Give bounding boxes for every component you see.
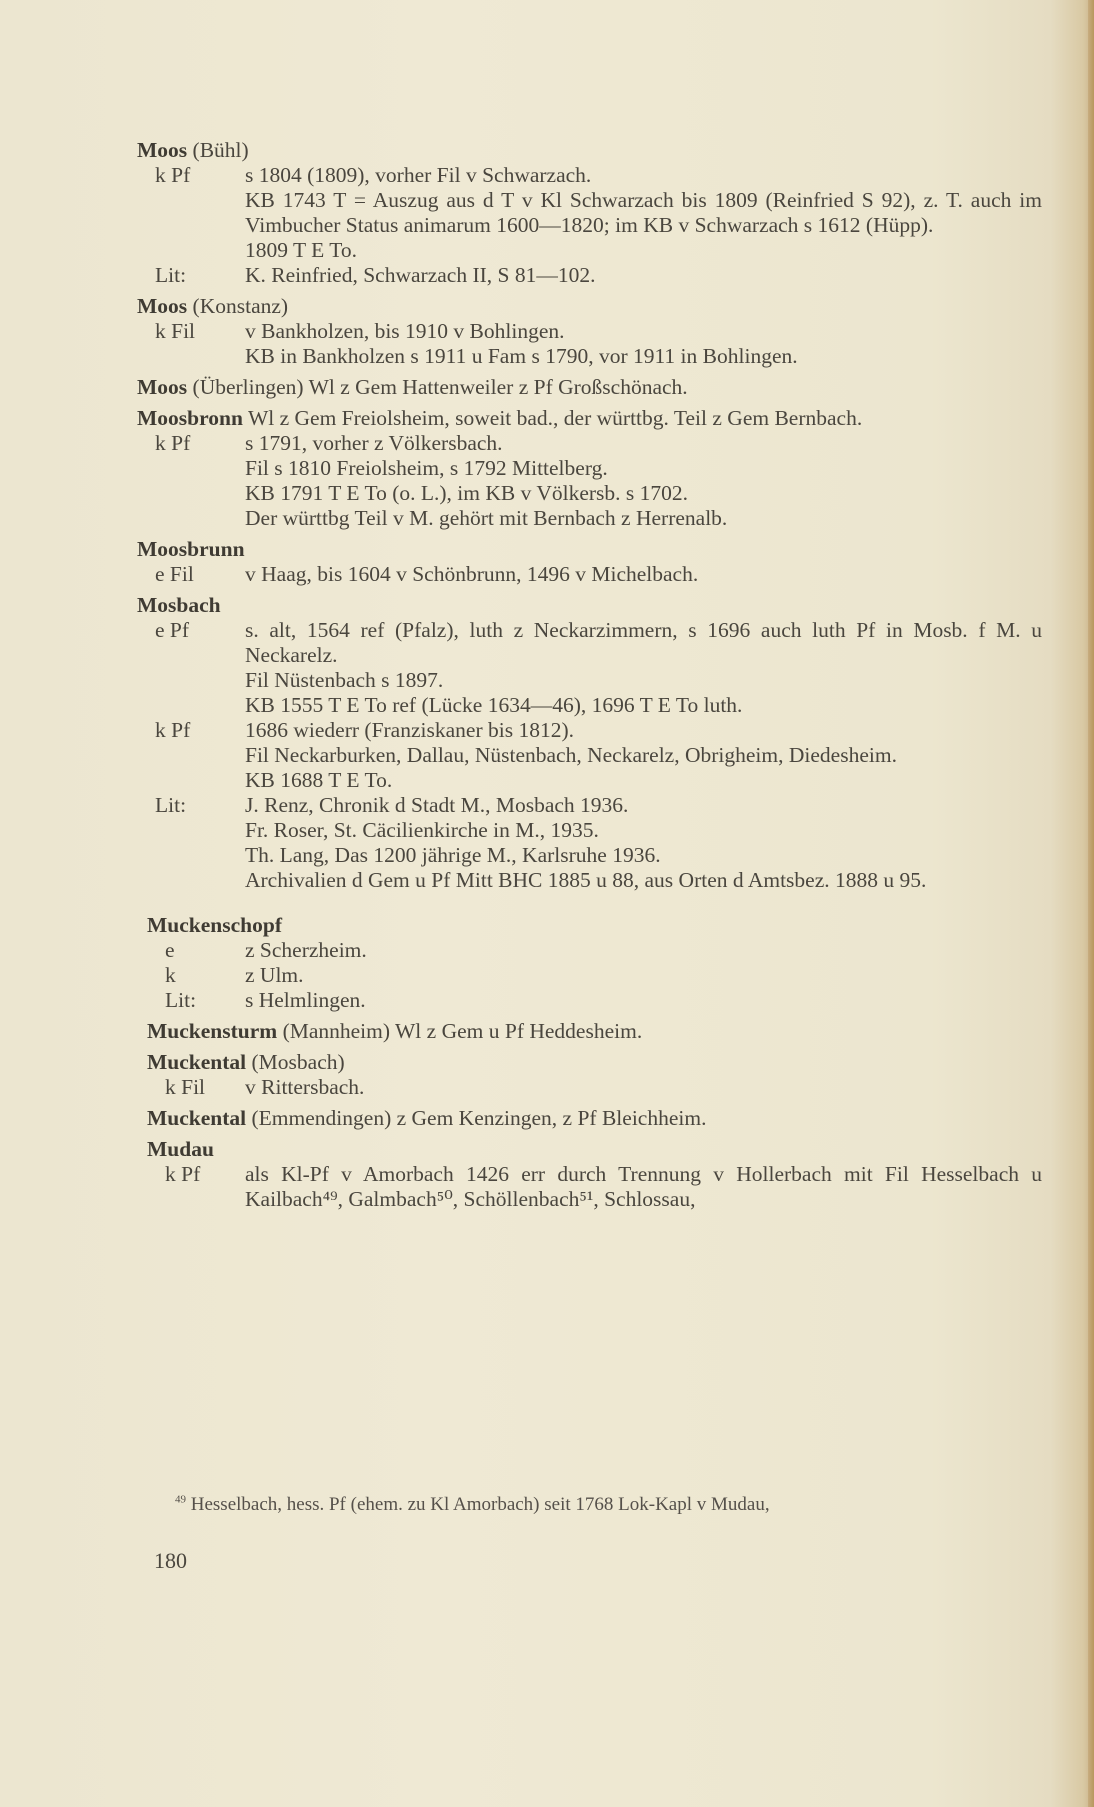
text-line: v Haag, bis 1604 v Schönbrunn, 1496 v Michelbach. [245, 562, 699, 586]
gazetteer-body [137, 138, 1042, 1218]
entry-row [137, 562, 1042, 587]
entry-heading [137, 375, 1042, 400]
footnote-text: Hesselbach, hess. Pf (ehem. zu Kl Amorbach) seit 1768 Lok-Kapl v Mudau, [190, 1494, 770, 1515]
row-text [245, 718, 1042, 793]
row-text [245, 319, 1042, 369]
entry-muckental-mosbach [137, 1050, 1042, 1100]
row-label: Lit: [155, 263, 187, 287]
page-edge [1088, 0, 1094, 1807]
entry-headword: Moos [137, 375, 188, 399]
row-text [245, 431, 1042, 531]
entry-heading [137, 593, 1042, 618]
text-line: s 1804 (1809), vorher Fil v Schwarzach. [245, 163, 592, 187]
row-label: k Pf [165, 1162, 201, 1186]
row-text [245, 163, 1042, 263]
entry-row [147, 988, 1042, 1013]
row-text [245, 1162, 1042, 1212]
page-number: 180 [154, 1548, 187, 1573]
entry-heading [137, 537, 1042, 562]
text-line: Th. Lang, Das 1200 jährige M., Karlsruhe 1936. [245, 843, 661, 867]
entry-heading [147, 1050, 1042, 1075]
entry-row [137, 431, 1042, 531]
text-line: Fr. Roser, St. Cäcilienkirche in M., 1935. [245, 818, 599, 842]
text-line: Archivalien d Gem u Pf Mitt BHC 1885 u 88, aus Orten d Amtsbez. 1888 u 95. [245, 868, 927, 892]
entry-row [137, 618, 1042, 718]
entry-headword: Mudau [147, 1137, 214, 1161]
text-line: z Scherzheim. [245, 938, 367, 962]
entry-row [137, 319, 1042, 369]
text-line: KB in Bankholzen s 1911 u Fam s 1790, vor 1911 in Bohlingen. [245, 344, 798, 368]
text-line: v Rittersbach. [245, 1075, 365, 1099]
entry-row [137, 718, 1042, 793]
entry-headword: Muckental [147, 1106, 247, 1130]
row-label: k Fil [165, 1075, 206, 1099]
text-line: s. alt, 1564 ref (Pfalz), luth z Neckarzimmern, s 1696 auch luth Pf in Mosb. f M. u Neckarelz. [245, 618, 1042, 667]
text-line: z Ulm. [245, 963, 304, 987]
row-label: Lit: [165, 988, 197, 1012]
entry-heading [137, 138, 1042, 163]
entry-row [147, 938, 1042, 963]
entry-headword: Muckensturm [147, 1019, 278, 1043]
entry-qualifier: (Mosbach) [251, 1050, 345, 1074]
entry-row [147, 1075, 1042, 1100]
row-text [245, 263, 1042, 288]
entry-qualifier: (Mannheim) Wl z Gem u Pf Heddesheim. [282, 1019, 643, 1043]
row-label: k Pf [155, 163, 191, 187]
text-line: v Bankholzen, bis 1910 v Bohlingen. [245, 319, 565, 343]
row-label: k [165, 963, 176, 987]
row-label: k Pf [155, 431, 191, 455]
text-line: J. Renz, Chronik d Stadt M., Mosbach 1936. [245, 793, 629, 817]
row-label: k Fil [155, 319, 196, 343]
entry-moos-konstanz [137, 294, 1042, 369]
entry-heading [137, 406, 1042, 431]
entry-heading [147, 1106, 1042, 1131]
entry-heading [147, 1137, 1042, 1162]
row-text [245, 793, 1042, 893]
text-line: KB 1743 T = Auszug aus d T v Kl Schwarzach bis 1809 (Reinfried S 92), z. T. auch im Vimbucher Status animarum 1600—1820; im KB v Schwarzach s 1612 (Hüpp). [245, 188, 1042, 237]
entry-moos-ueberlingen [137, 375, 1042, 400]
entry-muckenschopf [137, 913, 1042, 1013]
footnote [175, 1493, 1055, 1517]
text-line: Fil Nüstenbach s 1897. [245, 668, 444, 692]
entry-headword: Muckenschopf [147, 913, 282, 937]
entry-heading [147, 913, 1042, 938]
text-line: KB 1791 T E To (o. L.), im KB v Völkersb. s 1702. [245, 481, 689, 505]
entry-qualifier: Wl z Gem Freiolsheim, soweit bad., der württbg. Teil z Gem Bernbach. [247, 406, 863, 430]
entry-moos-buehl [137, 138, 1042, 288]
entry-row [147, 963, 1042, 988]
footnote-marker: 49 [175, 1493, 186, 1506]
entry-headword: Muckental [147, 1050, 247, 1074]
row-label: e Pf [155, 618, 190, 642]
row-text [245, 1075, 1042, 1100]
entry-headword: Moosbrunn [137, 537, 245, 561]
entry-headword: Moos [137, 138, 188, 162]
row-text [245, 988, 1042, 1013]
entry-row [137, 163, 1042, 263]
entry-mosbach [137, 593, 1042, 893]
entry-headword: Moosbronn [137, 406, 243, 430]
text-line: Fil Neckarburken, Dallau, Nüstenbach, Neckarelz, Obrigheim, Diedesheim. [245, 743, 897, 767]
spacer [137, 899, 1042, 913]
row-text [245, 562, 1042, 587]
row-text [245, 938, 1042, 963]
entry-qualifier: (Emmendingen) z Gem Kenzingen, z Pf Bleichheim. [251, 1106, 707, 1130]
entry-headword: Mosbach [137, 593, 221, 617]
row-text [245, 618, 1042, 718]
entry-row [137, 793, 1042, 893]
text-line: s 1791, vorher z Völkersbach. [245, 431, 503, 455]
entry-mudau [137, 1137, 1042, 1212]
text-line: Fil s 1810 Freiolsheim, s 1792 Mittelberg. [245, 456, 608, 480]
entry-qualifier: (Überlingen) Wl z Gem Hattenweiler z Pf Großschönach. [192, 375, 688, 399]
text-line: KB 1688 T E To. [245, 768, 393, 792]
entry-heading [137, 294, 1042, 319]
row-label: k Pf [155, 718, 191, 742]
text-line: 1686 wiederr (Franziskaner bis 1812). [245, 718, 574, 742]
entry-moosbrunn [137, 537, 1042, 587]
text-line: K. Reinfried, Schwarzach II, S 81—102. [245, 263, 596, 287]
row-text [245, 963, 1042, 988]
text-line: 1809 T E To. [245, 238, 357, 262]
entry-row [137, 263, 1042, 288]
row-label: Lit: [155, 793, 187, 817]
entry-muckental-emmendingen [137, 1106, 1042, 1131]
entry-headword: Moos [137, 294, 188, 318]
text-line: KB 1555 T E To ref (Lücke 1634—46), 1696 T E To luth. [245, 693, 743, 717]
entry-moosbronn [137, 406, 1042, 531]
text-line: Der württbg Teil v M. gehört mit Bernbach z Herrenalb. [245, 506, 728, 530]
entry-qualifier: (Konstanz) [192, 294, 289, 318]
text-line: als Kl-Pf v Amorbach 1426 err durch Trennung v Hollerbach mit Fil Hesselbach u Kailbach⁴⁹, Galmbach⁵⁰, Schöllenbach⁵¹, Schlossau, [245, 1162, 1042, 1211]
entry-heading [147, 1019, 1042, 1044]
row-label: e Fil [155, 562, 194, 586]
entry-qualifier: (Bühl) [192, 138, 249, 162]
entry-row [147, 1162, 1042, 1212]
row-label: e [165, 938, 175, 962]
entry-muckensturm [137, 1019, 1042, 1044]
text-line: s Helmlingen. [245, 988, 366, 1012]
